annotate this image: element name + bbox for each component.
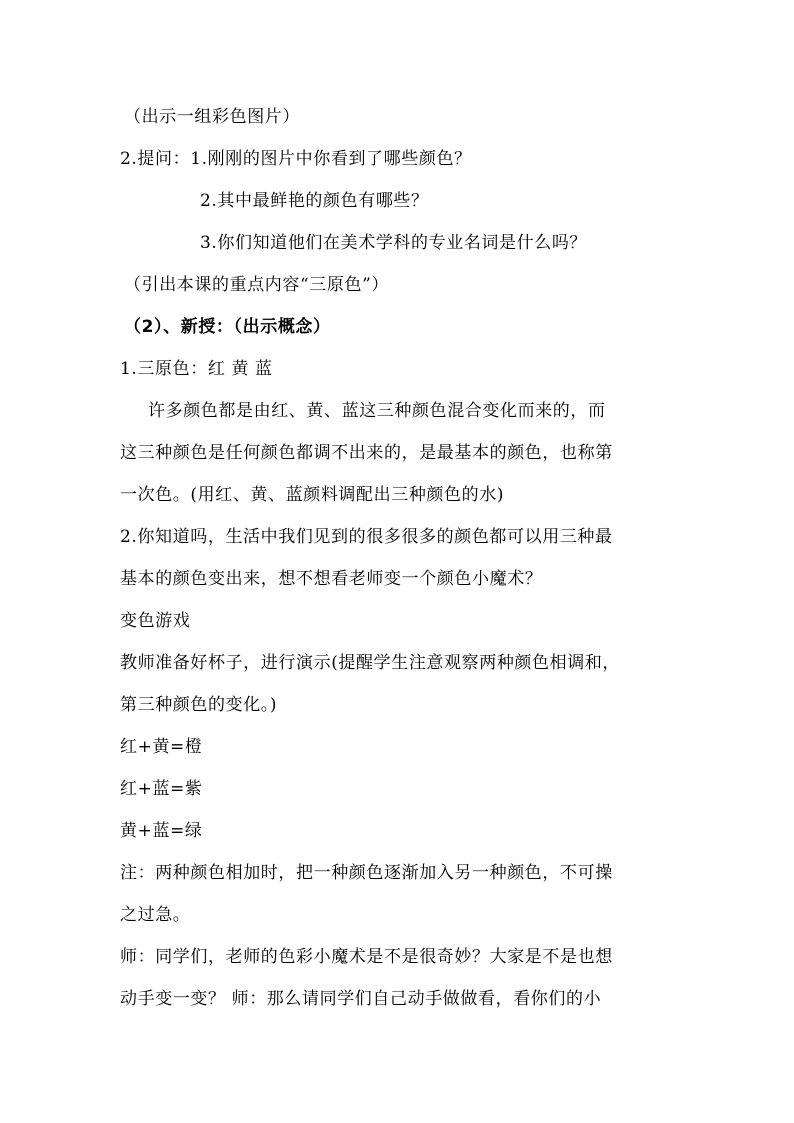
paragraph-line: 动手变一变？ 师：那么请同学们自己动手做做看，看你们的小 bbox=[120, 989, 602, 1009]
paragraph-line: （引出本课的重点内容“三原色”） bbox=[124, 275, 389, 295]
paragraph-line: 3.你们知道他们在美术学科的专业名词是什么吗？ bbox=[200, 233, 588, 253]
paragraph-line: 2.其中最鲜艳的颜色有哪些？ bbox=[200, 191, 429, 211]
paragraph-line: 2.你知道吗，生活中我们见到的很多很多的颜色都可以用三种最 bbox=[120, 527, 613, 547]
paragraph-line: 许多颜色都是由红、黄、蓝这三种颜色混合变化而来的，而 bbox=[148, 401, 606, 421]
paragraph-line: 变色游戏 bbox=[120, 611, 191, 631]
paragraph-line: 基本的颜色变出来，想不想看老师变一个颜色小魔术？ bbox=[120, 569, 543, 589]
section-heading: （2）、新授：（出示概念） bbox=[124, 317, 331, 337]
paragraph-line: 之过急。 bbox=[120, 905, 191, 925]
paragraph-line: 注：两种颜色相加时，把一种颜色逐渐加入另一种颜色，不可操 bbox=[120, 863, 613, 883]
paragraph-line: 一次色。(用红、黄、蓝颜料调配出三种颜色的水) bbox=[120, 485, 505, 505]
paragraph-line: 这三种颜色是任何颜色都调不出来的，是最基本的颜色，也称第 bbox=[120, 443, 613, 463]
paragraph-line: 2.提问：1.刚刚的图片中你看到了哪些颜色？ bbox=[120, 149, 472, 169]
paragraph-line: （出示一组彩色图片） bbox=[124, 107, 300, 127]
paragraph-line: 1.三原色：红 黄 蓝 bbox=[120, 359, 273, 379]
paragraph-line: 红+蓝=紫 bbox=[120, 779, 203, 799]
paragraph-line: 教师准备好杯子，进行演示(提醒学生注意观察两种颜色相调和， bbox=[120, 653, 621, 673]
paragraph-line: 第三种颜色的变化。) bbox=[120, 695, 278, 715]
paragraph-line: 红+黄=橙 bbox=[120, 737, 203, 757]
paragraph-line: 师：同学们，老师的色彩小魔术是不是很奇妙？大家是不是也想 bbox=[120, 947, 613, 967]
paragraph-line: 黄+蓝=绿 bbox=[120, 821, 203, 841]
